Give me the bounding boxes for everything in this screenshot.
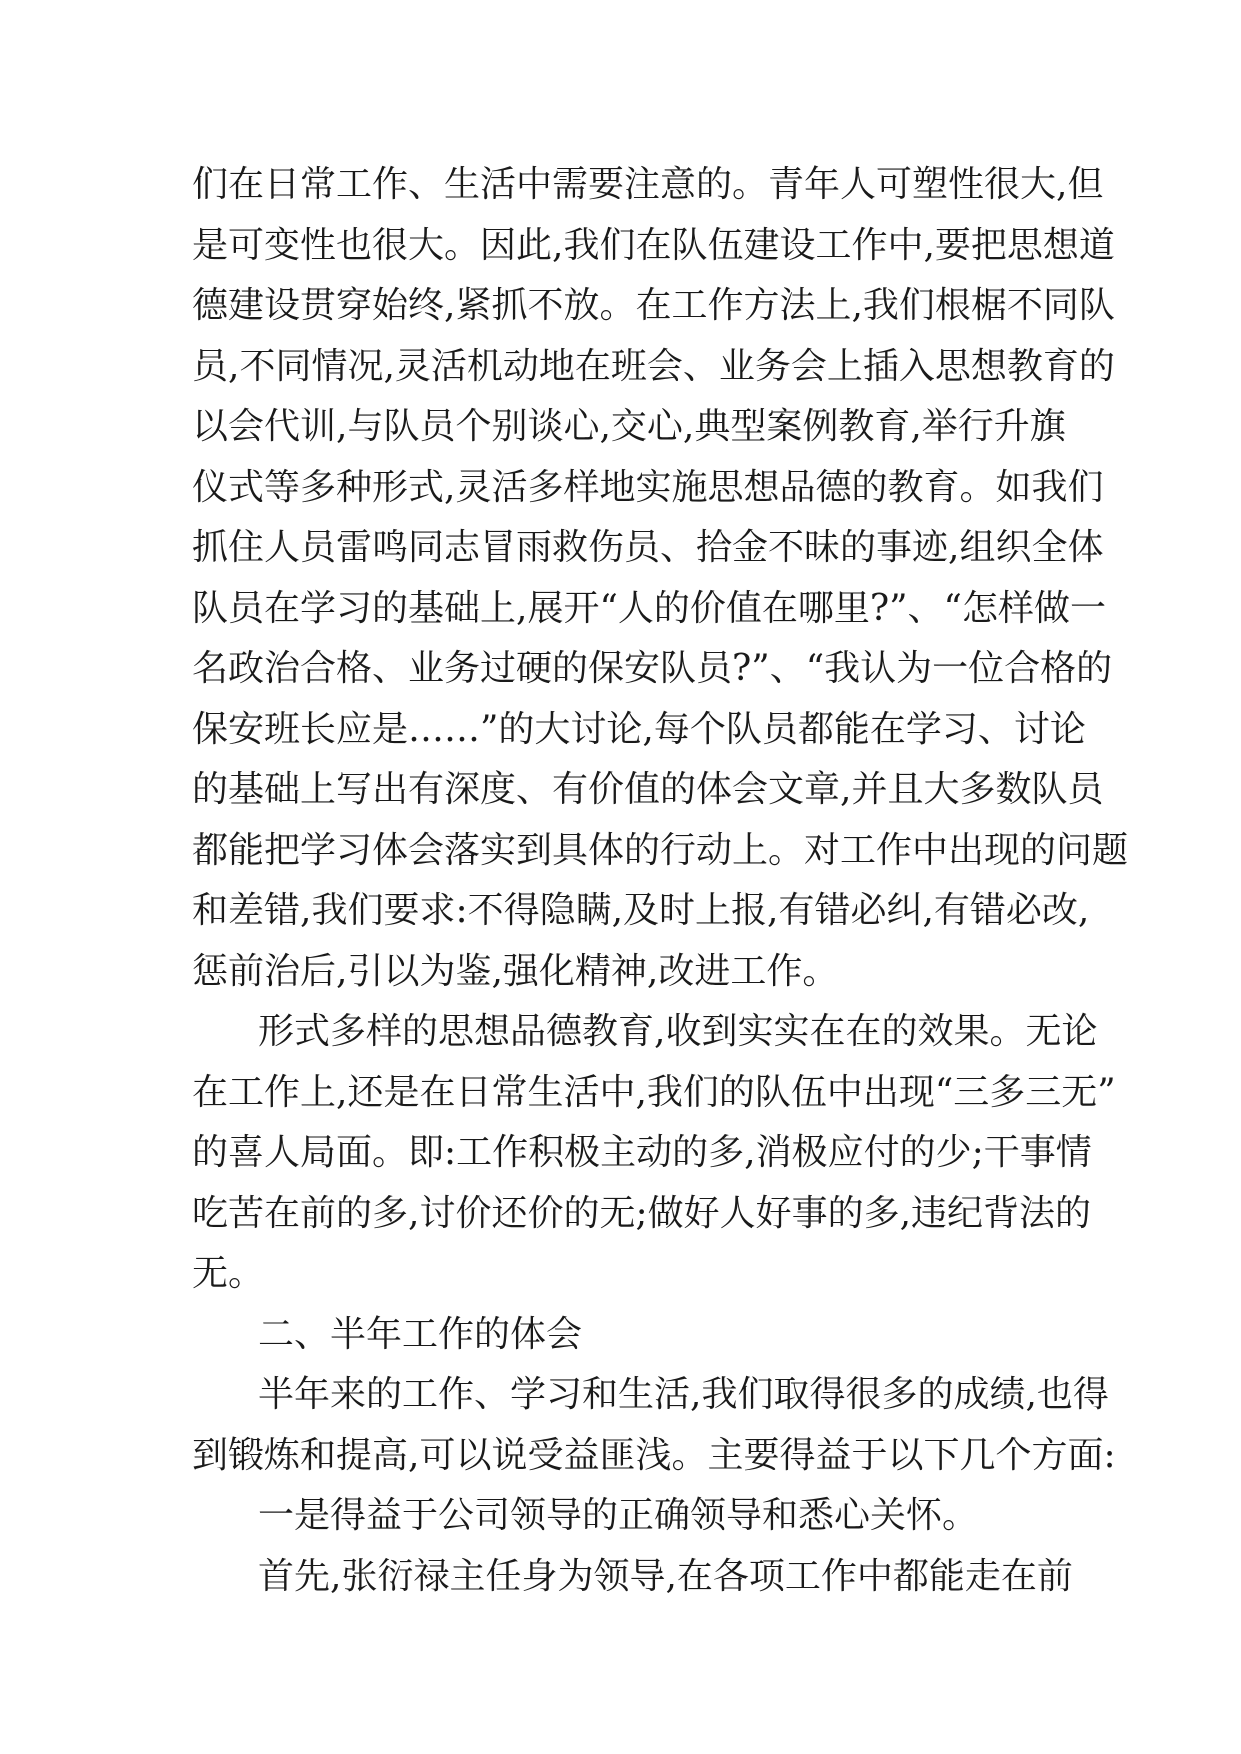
section-heading: 二、半年工作的体会: [258, 1313, 583, 1355]
document-body: [192, 155, 1129, 1607]
text-line: 保安班长应是……”的大讨论,每个队员都能在学习、讨论: [192, 708, 1086, 750]
text-line: 的喜人局面。即:工作积极主动的多,消极应付的少;干事情: [192, 1132, 1092, 1173]
text-line: 的基础上写出有深度、有价值的体会文章,并且大多数队员: [192, 769, 1104, 810]
paragraph-first-line: 首先,张衍禄主任身为领导,在各项工作中都能走在前: [258, 1555, 1073, 1597]
paragraph-first-line: 形式多样的思想品德教育,收到实实在在的效果。无论: [258, 1011, 1098, 1052]
paragraph-first-line: 半年来的工作、学习和生活,我们取得很多的成绩,也得: [258, 1374, 1109, 1415]
text-line: 德建设贯穿始终,紧抓不放。在工作方法上,我们根椐不同队: [192, 285, 1115, 326]
text-line: 名政治合格、业务过硬的保安队员?”、“我认为一位合格的: [192, 648, 1113, 689]
text-line: 仪式等多种形式,灵活多样地实施思想品德的教育。如我们: [192, 466, 1104, 508]
paragraph-last-line: 到锻炼和提高,可以说受益匪浅。主要得益于以下几个方面:: [192, 1434, 1116, 1476]
text-line: 抓住人员雷鸣同志冒雨救伤员、拾金不昧的事迹,组织全体: [192, 527, 1104, 568]
text-line: 是可变性也很大。因此,我们在队伍建设工作中,要把思想道: [192, 224, 1115, 266]
paragraph-last-line: 无。: [192, 1253, 265, 1294]
text-line: 队员在学习的基础上,展开“人的价值在哪里?”、“怎样做一: [192, 587, 1106, 629]
text-line: 和差错,我们要求:不得隐瞒,及时上报,有错必纠,有错必改,: [192, 890, 1090, 931]
text-line: 都能把学习体会落实到具体的行动上。对工作中出现的问题: [192, 829, 1129, 871]
text-line: 员,不同情况,灵活机动地在班会、业务会上插入思想教育的: [192, 345, 1115, 387]
paragraph-line: 一是得益于公司领导的正确领导和悉心关怀。: [258, 1495, 979, 1536]
paragraph-last-line: 惩前治后,引以为鉴,强化精神,改进工作。: [192, 950, 839, 992]
text-line: 吃苦在前的多,讨价还价的无;做好人好事的多,违纪背法的: [192, 1192, 1092, 1234]
text-line: 在工作上,还是在日常生活中,我们的队伍中出现“三多三无”: [192, 1071, 1116, 1113]
text-line: 们在日常工作、生活中需要注意的。青年人可塑性很大,但: [192, 164, 1104, 205]
text-line: 以会代训,与队员个别谈心,交心,典型案例教育,举行升旗: [192, 406, 1066, 447]
